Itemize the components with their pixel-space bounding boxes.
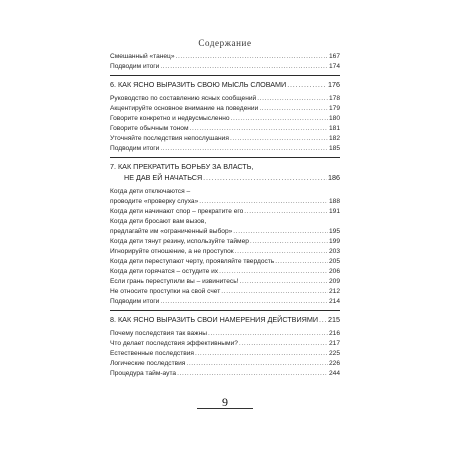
dot-leader [195, 349, 328, 359]
toc-entry-page: 214 [328, 298, 340, 305]
toc-entry-text: Когда дети тянут резину, используйте таймер [110, 238, 249, 245]
toc-entry [110, 267, 340, 277]
chapter-title [110, 314, 340, 325]
chapter-title-continued [110, 172, 340, 183]
toc-entry-page: 206 [328, 268, 340, 275]
toc-entry [110, 277, 340, 287]
toc-entry [110, 187, 340, 197]
toc-entry [110, 237, 340, 247]
chapter-title [110, 161, 340, 172]
toc-entry-page: 180 [328, 115, 340, 122]
toc-entry [110, 197, 340, 207]
toc-entry-text: Логические последствия [110, 360, 186, 367]
toc-entry [110, 134, 340, 144]
toc-entry [110, 227, 340, 237]
toc-entry [110, 247, 340, 257]
toc-entry-page: 185 [328, 145, 340, 152]
dot-leader [160, 62, 328, 72]
dot-leader [319, 314, 327, 325]
toc-entry-text: Говорите обычным тоном [110, 125, 189, 132]
dot-leader [233, 227, 328, 237]
dot-leader [250, 237, 328, 247]
toc-entry-text: Руководство по составлению ясных сообщений [110, 95, 257, 102]
dot-leader [287, 79, 327, 90]
dot-leader [160, 297, 328, 307]
toc-entry-text: Подводим итоги [110, 298, 160, 305]
dot-leader [219, 267, 328, 277]
chapter-page: 186 [328, 173, 340, 182]
toc-entry [110, 339, 340, 349]
dot-leader [231, 114, 328, 124]
chapter-6 [110, 75, 340, 157]
toc-entry-text: Подводим итоги [110, 145, 160, 152]
toc-entry-text: Акцентируйте основное внимание на поведении [110, 105, 259, 112]
toc-entry-page: 226 [328, 360, 340, 367]
dot-leader [208, 329, 328, 339]
toc-entry [110, 287, 340, 297]
table-of-contents [110, 49, 340, 379]
toc-entry [110, 359, 340, 369]
dot-leader [203, 172, 327, 183]
dot-leader [186, 359, 328, 369]
toc-entry-text: предлагайте им «ограниченный выбор» [110, 228, 233, 235]
page-number: 9 [222, 395, 228, 409]
toc-entry [110, 144, 340, 154]
toc-entry-page: 199 [328, 238, 340, 245]
toc-entry-text: Говорите конкретно и недвусмысленно [110, 115, 230, 122]
toc-entry [110, 257, 340, 267]
chapter-title-text: 7. КАК ПРЕКРАТИТЬ БОРЬБУ ЗА ВЛАСТЬ, [110, 162, 254, 171]
chapter-title-text: НЕ ДАВ ЕЙ НАЧАТЬСЯ [124, 173, 203, 182]
toc-entry-text: Если грань переступили вы – извинитесь! [110, 278, 239, 285]
toc-entry-page: 195 [328, 228, 340, 235]
toc-entry [110, 104, 340, 114]
toc-entry [110, 349, 340, 359]
toc-entry-text: Когда дети горячатся – остудите их [110, 268, 219, 275]
chapter-8 [110, 310, 340, 379]
toc-entry-page: 188 [328, 198, 340, 205]
toc-entry [110, 217, 340, 227]
dot-leader [221, 287, 328, 297]
toc-entry [110, 369, 340, 379]
chapter-title [110, 79, 340, 90]
dot-leader [160, 144, 328, 154]
dot-leader [259, 104, 328, 114]
toc-entry-text: Подводим итоги [110, 63, 160, 70]
footer-rule [197, 408, 253, 409]
toc-entry-page: 182 [328, 135, 340, 142]
dot-leader [257, 94, 328, 104]
toc-entry [110, 114, 340, 124]
toc-entry-page: 178 [328, 95, 340, 102]
toc-entry-page: 203 [328, 248, 340, 255]
toc-entry-page: 205 [328, 258, 340, 265]
toc-entry-text: Уточняйте последствия непослушания [110, 135, 229, 142]
toc-entry [110, 329, 340, 339]
dot-leader [239, 277, 328, 287]
chapter-page: 215 [328, 315, 340, 324]
pre-entries [110, 49, 340, 75]
dot-leader [190, 124, 328, 134]
toc-entry [110, 124, 340, 134]
toc-entry-page: 174 [328, 63, 340, 70]
toc-entry-text: Почему последствия так важны [110, 330, 207, 337]
toc-entry [110, 52, 340, 62]
dot-leader [235, 247, 328, 257]
dot-leader [176, 52, 328, 62]
toc-entry-page: 217 [328, 340, 340, 347]
toc-entry-text: Естественные последствия [110, 350, 194, 357]
toc-entry-page: 167 [328, 53, 340, 60]
chapter-page: 176 [328, 80, 340, 89]
chapter-title-text: 6. КАК ЯСНО ВЫРАЗИТЬ СВОЮ МЫСЛЬ СЛОВАМИ [110, 80, 287, 89]
toc-entry-page: 225 [328, 350, 340, 357]
toc-entry-text: проводите «проверку слуха» [110, 198, 199, 205]
chapter-title-text: 8. КАК ЯСНО ВЫРАЗИТЬ СВОИ НАМЕРЕНИЯ ДЕЙСТВИЯМИ [110, 315, 318, 324]
toc-entry-text: Игнорируйте отношение, а не проступок [110, 248, 234, 255]
toc-entry-text: Смешанный «танец» [110, 53, 175, 60]
dot-leader [230, 134, 328, 144]
toc-entry-text: Процедура тайм-аута [110, 370, 177, 377]
toc-entry-text: Когда дети переступают черту, проявляйте твердость [110, 258, 275, 265]
dot-leader [177, 369, 328, 379]
toc-entry-text: Что делает последствия эффективными? [110, 340, 238, 347]
dot-leader [275, 257, 328, 267]
toc-entry-text: Не относите проступки на свой счет [110, 288, 221, 295]
page-header: Содержание [198, 38, 252, 48]
dot-leader [199, 197, 328, 207]
toc-entry-page: 212 [328, 288, 340, 295]
toc-entry-text: Когда дети бросают вам вызов, [110, 218, 207, 225]
chapter-7 [110, 157, 340, 310]
toc-entry-page: 216 [328, 330, 340, 337]
toc-entry-page: 191 [328, 208, 340, 215]
toc-entry-page: 181 [328, 125, 340, 132]
toc-entry [110, 62, 340, 72]
dot-leader [239, 339, 328, 349]
dot-leader [244, 207, 328, 217]
toc-entry-page: 209 [328, 278, 340, 285]
toc-entry-text: Когда дети отключаются – [110, 188, 191, 195]
toc-entry [110, 297, 340, 307]
toc-entry [110, 94, 340, 104]
toc-entry-page: 179 [328, 105, 340, 112]
toc-entry-text: Когда дети начинают спор – прекратите его [110, 208, 244, 215]
toc-entry-page: 244 [328, 370, 340, 377]
toc-entry [110, 207, 340, 217]
